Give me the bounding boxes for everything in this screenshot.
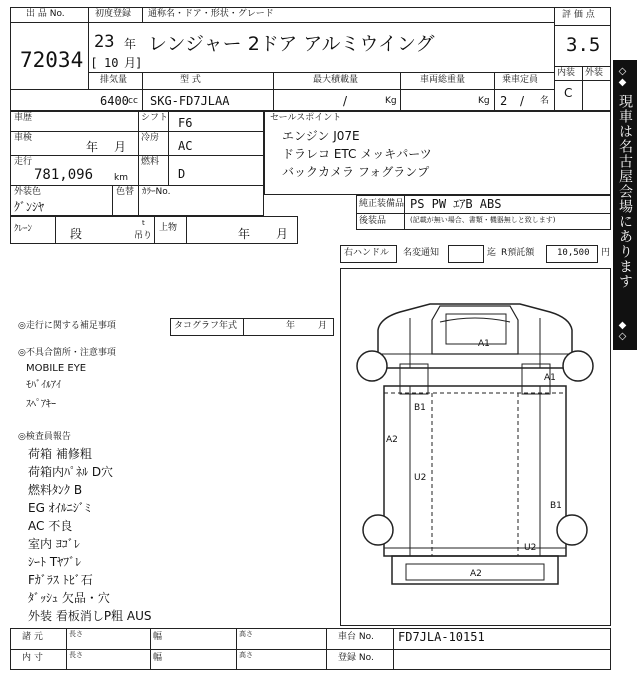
drive-side: 右ハンドル (344, 248, 390, 258)
damage-mark: B1 (550, 501, 562, 511)
cab-roof (440, 318, 510, 322)
damage-mark: A2 (386, 435, 398, 445)
capacity-value: 2 (500, 94, 508, 108)
inspector-item: 荷箱 補修粗 (28, 447, 92, 461)
upper-label: 上物 (159, 223, 178, 233)
name-change-until: 迄 (487, 248, 497, 258)
banner-text: 現車は名古屋会場にあります (617, 94, 633, 289)
truck-damage-diagram (340, 268, 611, 626)
width-label: 幅 (153, 653, 163, 663)
reg-no-label: 登録 No. (338, 653, 374, 663)
inspection-label: 車検 (14, 133, 33, 143)
capacity-label: 乗車定員 (502, 75, 539, 85)
aftermarket-label: 後装品 (359, 216, 387, 226)
grade-label: 評 価 点 (562, 10, 595, 20)
max-load-unit: Kg (385, 96, 397, 106)
windshield (432, 306, 518, 354)
rear-left-wheel (363, 515, 393, 545)
model-code: SKG-FD7JLAA (150, 94, 230, 108)
defect-item: MOBILE EYE (26, 363, 87, 374)
width-label: 幅 (153, 632, 163, 642)
inspector-item: EG ｵｲﾙﾆｼﾞﾐ (28, 501, 91, 515)
tacho-label: タコグラフ年式 (174, 321, 238, 331)
inner-size-label: 内 寸 (22, 653, 43, 663)
front-left-wheel (357, 351, 387, 381)
color-no-label: ｶﾗｰNo. (142, 187, 171, 197)
inspector-label: ◎検査員報告 (18, 432, 71, 442)
damage-mark: U2 (524, 543, 537, 553)
damage-mark: U2 (414, 473, 427, 483)
cargo-box (384, 386, 566, 556)
lot-number: 72034 (20, 48, 84, 72)
crane-hook: 吊り (134, 231, 153, 241)
color-value: ｸﾞﾝｼﾔ (14, 200, 45, 214)
fuel-value: D (178, 167, 186, 181)
sales-label: セールスポイント (270, 113, 342, 123)
first-reg-label: 初度登録 (95, 9, 132, 19)
mileage-unit: km (114, 173, 128, 183)
capacity-slash: / (520, 94, 525, 108)
front-right-wheel (563, 351, 593, 381)
capacity-unit: 名 (540, 96, 550, 106)
upper-year-unit: 年 (238, 227, 251, 241)
gross-weight-label: 車両総重量 (420, 75, 466, 85)
max-load-label: 最大積載量 (313, 75, 359, 85)
tacho-month-unit: 月 (318, 321, 328, 331)
mileage-label: 走行 (14, 157, 33, 167)
reg-year-unit: 年 (124, 37, 137, 51)
exterior-label: 外装 (585, 68, 604, 78)
interior-grade: C (564, 86, 573, 100)
shift-label: シフト (141, 113, 169, 123)
damage-mark: B1 (414, 403, 426, 413)
crane-label: ｸﾚｰﾝ (14, 224, 33, 234)
damage-mark: A2 (470, 569, 482, 579)
gross-weight-unit: Kg (478, 96, 490, 106)
defects-label: ◎不具合箇所・注意事項 (18, 348, 116, 358)
inspector-item: AC 不良 (28, 519, 73, 533)
chassis-number: FD7JLA-10151 (398, 630, 485, 644)
sales-line: エンジン J07E (282, 129, 360, 143)
recycle-value: 10,500 (557, 248, 590, 258)
displacement-value: 6400 (100, 94, 129, 108)
reg-month: 10 (104, 56, 119, 70)
sales-line: バックカメラ フォグランプ (282, 165, 430, 179)
color-label: 外装色 (14, 187, 42, 197)
ac-value: AC (178, 139, 193, 153)
banner-top-symbol: ◇◆ (617, 66, 628, 88)
inspector-item: Fｶﾞﾗｽ ﾄﾋﾞ石 (28, 573, 93, 587)
model-desc-label: 通称名・ドア・形状・グレード (148, 9, 274, 19)
name-change-label: 名変通知 (403, 248, 440, 258)
aftermarket-note: (記載が無い場合、書類・機器無しと致します) (410, 216, 556, 224)
model-label: 型 式 (180, 75, 201, 85)
height-label: 高さ (239, 630, 253, 638)
driving-notes-label: ◎走行に関する補足事項 (18, 321, 116, 331)
inspector-item: 荷箱内ﾊﾟﾈﾙ D穴 (28, 465, 114, 479)
max-load-slash: / (343, 94, 348, 108)
lot-label: 出 品 No. (26, 9, 65, 19)
crane-t: t (142, 219, 145, 227)
length-label: 長さ (69, 630, 83, 638)
defect-item: ﾓﾊﾞｲﾙｱｲ (26, 380, 61, 391)
tacho-year-unit: 年 (286, 321, 296, 331)
spec-label: 諸 元 (22, 632, 43, 642)
inspector-item: 室内 ﾖｺﾞﾚ (28, 537, 80, 551)
shift-value: F6 (178, 116, 193, 130)
reg-month-open: [ (92, 56, 97, 70)
inspector-item: 外装 看板消しP粗 AUS (28, 609, 152, 623)
reg-year: 23 (94, 32, 115, 52)
ac-label: 冷房 (141, 133, 160, 143)
recycle-label: R預託額 (501, 248, 535, 258)
fuel-label: 燃料 (141, 157, 160, 167)
chassis-label: 車台 No. (338, 632, 374, 642)
details-box (10, 111, 264, 216)
banner-bottom-symbol: ◆◇ (617, 320, 628, 342)
displacement-label: 排気量 (100, 75, 128, 85)
length-label: 長さ (69, 651, 83, 659)
height-label: 高さ (239, 651, 253, 659)
defect-item: ｽﾍﾟｱｷｰ (26, 399, 56, 410)
equipment-value: PS PW ｴｱB ABS (410, 197, 502, 211)
history-label: 車歴 (14, 113, 33, 123)
rear-right-wheel (557, 515, 587, 545)
inspector-item: ﾀﾞｯｼｭ 欠品・穴 (28, 591, 110, 605)
mileage-value: 781,096 (34, 167, 94, 183)
damage-mark: A1 (544, 373, 556, 383)
inspection-year-unit: 年 (86, 140, 99, 154)
reg-month-close: 月] (124, 56, 141, 70)
color-change-label: 色替 (116, 187, 135, 197)
recycle-unit: 円 (601, 248, 611, 258)
equipment-label: 純正装備品 (359, 199, 405, 209)
inspector-item: ｼｰﾄ Tﾔﾌﾞﾚ (28, 555, 82, 569)
displacement-unit: cc (128, 96, 138, 106)
sales-line: ドラレコ ETC メッキパーツ (282, 147, 432, 161)
overall-grade: 3.5 (566, 34, 601, 56)
interior-label: 内装 (557, 68, 576, 78)
damage-mark: A1 (478, 339, 490, 349)
crane-stage: 段 (70, 227, 83, 241)
inspector-item: 燃料ﾀﾝｸ B (28, 483, 83, 497)
upper-month-unit: 月 (276, 227, 289, 241)
car-name: レンジャー 2ドア アルミウイング (148, 33, 435, 55)
inspection-month-unit: 月 (114, 140, 127, 154)
name-change-field (448, 245, 484, 263)
